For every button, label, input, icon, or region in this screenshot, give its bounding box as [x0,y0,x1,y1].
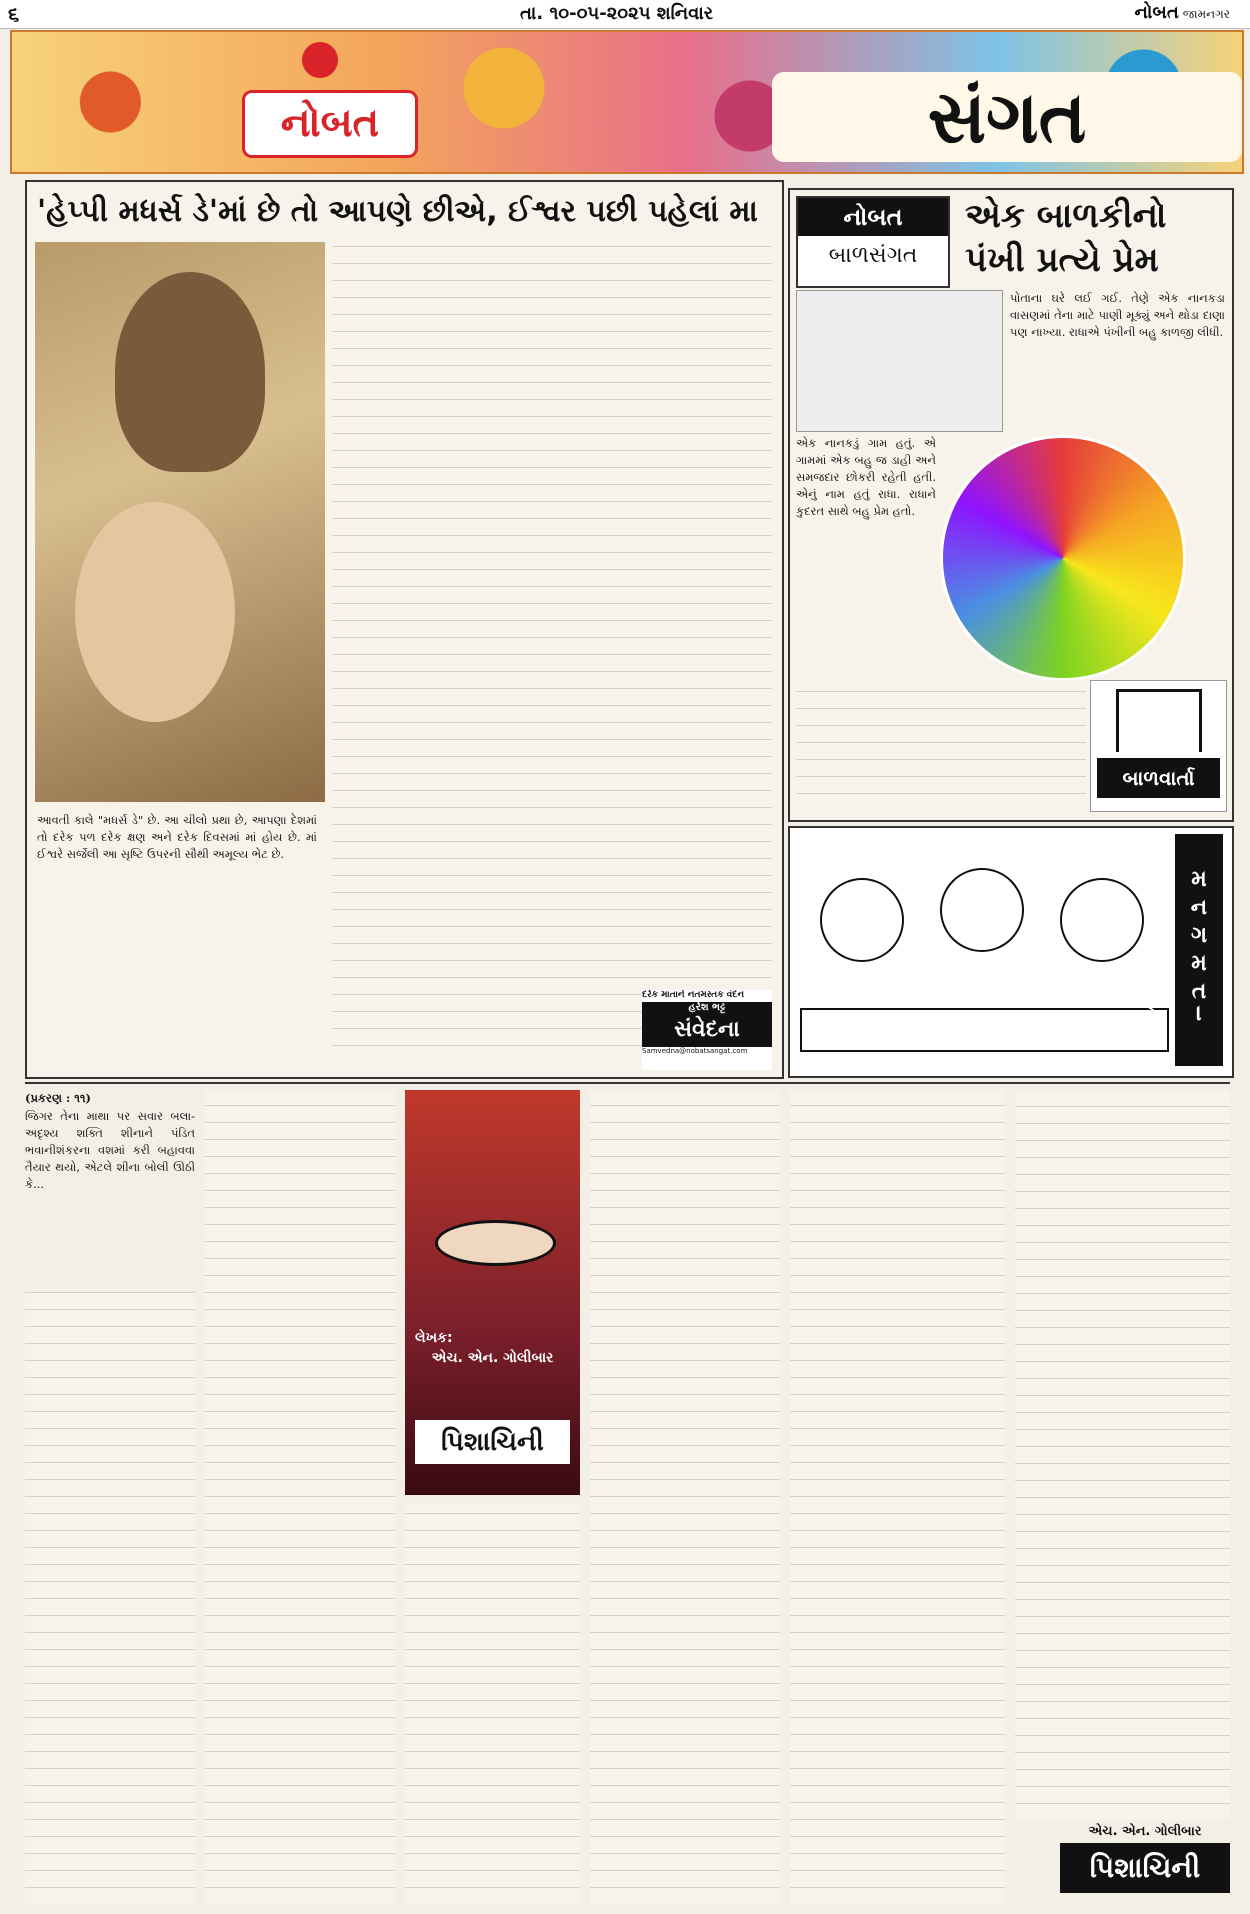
footer-author: એચ. એન. ગોલીબાર [1088,1824,1202,1839]
article-body-columns [332,242,772,1062]
mother-child-painting [35,242,325,802]
column-name: સંવેદના [642,1013,772,1047]
balvarta-text: બાળવાર્તા [1097,758,1220,798]
page-number: ૬ [8,2,20,26]
girl-bird-rainbow-illustration [940,435,1186,681]
badge-bottom: બાળસંગત [828,243,918,268]
bal-headline: એક બાળકીનો પંખી પ્રત્યે પ્રેમ [965,196,1167,280]
bench-outline [800,1008,1169,1052]
masthead-logo-text: નોબત [1134,2,1179,23]
eye-icon [435,1220,556,1266]
serial-col-2 [205,1090,395,1904]
banner-right-title: સંગત [772,72,1242,162]
serial-episode: (પ્રકરણ : ૧૧) [25,1091,91,1105]
footer-title: પિશાચિની [1060,1843,1230,1893]
page-header [0,0,1250,29]
masthead-logo [1134,2,1230,23]
bal-sangat-section [788,188,1234,822]
kid-outline-2 [940,868,1024,952]
cover-author: એચ. એન. ગોલીબાર [431,1350,554,1366]
serial-cover-image [405,1090,580,1495]
badge-top: નોબત [798,198,948,236]
masthead-city: જામનગર [1182,7,1230,21]
serial-opening: જિગર તેના માથા પર સવાર બલા-અદૃશ્ય શક્તિ શીનાને પંડિત ભવાનીશંકરના વશમાં કરી બહાવવા તૈયાર થયો, એટલે શીના બોલી ઊઠી કે... [25,1109,195,1191]
coloring-label: મનગમતા રંગ પૂરો [1175,834,1223,1066]
byline-label: દરેક માતાને નતમસ્તક વંદન [642,990,745,1000]
section-banner [10,30,1244,174]
serial-col-5 [790,1090,1005,1904]
article-headline: 'હેપ્પી મધર્સ ડે'માં છે તો આપણે છીએ, ઈશ્વર પછી પહેલાં મા [37,194,758,229]
mother-figure-icon [115,272,265,472]
bal-story-continued [796,680,1086,810]
kids-reading-illustration [796,290,1003,432]
serial-footer [1060,1824,1230,1904]
cover-title: પિશાચિની [415,1420,570,1464]
cover-author-label: લેખક: [415,1330,453,1346]
serial-col-3 [405,1504,580,1904]
serial-col-6 [1015,1090,1230,1820]
article-mothers-day [25,180,784,1079]
child-figure-icon [75,502,235,722]
bal-intro: પોતાના ઘરે લઈ ગઈ. તેણે એક નાનકડા વાસણમાં તેના માટે પાણી મૂક્યું અને થોડા દાણા પણ નાખ્યા. રાધાએ પંખીની બહુ કાળજી લીધી. [1010,291,1225,339]
author-name: હરેશ ભટ્ટ [642,1002,772,1013]
kid-outline-1 [820,878,904,962]
serial-col-1 [25,1292,195,1904]
article-intro: આવતી કાલે "મધર્સ ડે" છે. આ ચીલો પ્રથા છે, આપણા દેશમાં તો દરેક પળ દરેક ક્ષણ અને દરેક દિવસમાં માં હોય છે. માં ઈશ્વરે સર્જેલી આ સૃષ્ટિ ઉપરની સૌથી અમૂલ્ય ભેટ છે. [37,813,317,861]
serial-col-4 [590,1090,780,1904]
coloring-kids-outline [800,838,1165,1066]
bal-sangat-badge [796,196,950,288]
banner-left-title: નોબત [242,90,418,158]
author-email: Samvedna@nobatsangat.com [642,1047,748,1055]
balvarta-label [1090,680,1227,812]
banner-emblem-icon [302,42,338,78]
castle-book-icon [1116,689,1202,752]
serial-story [25,1082,1230,1909]
coloring-section [788,826,1234,1078]
bal-story: એક નાનકડું ગામ હતું. એ ગામમાં એક બહુ જ ડાહી અને સમજદાર છોકરી રહેતી હતી. એનું નામ હતું રાધા. રાધાને કુદરત સાથે બહુ પ્રેમ હતો. [796,436,936,518]
issue-date: તા. ૧૦-૦૫-૨૦૨૫ શનિવાર [520,3,714,24]
article-byline [642,990,772,1070]
